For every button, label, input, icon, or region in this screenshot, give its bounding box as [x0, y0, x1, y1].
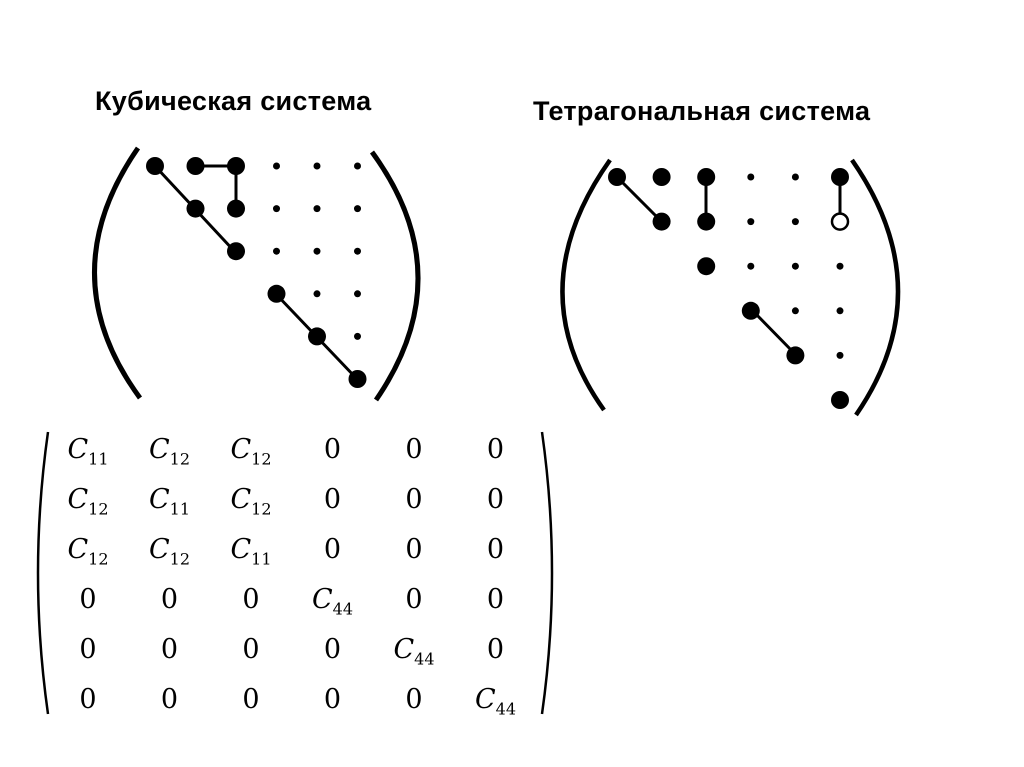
matrix-cell	[456, 486, 536, 513]
matrix-subscript: 12	[88, 499, 109, 519]
matrix-cell	[293, 586, 373, 617]
matrix-subscript: 11	[88, 449, 109, 469]
matrix-symbol: C	[393, 634, 415, 665]
matrix-symbol: C	[230, 484, 252, 515]
matrix-cell	[211, 586, 291, 613]
matrix-symbol: 0	[79, 634, 97, 665]
cubic-dot-small	[273, 248, 280, 255]
matrix-symbol: 0	[323, 484, 342, 515]
matrix-cell	[456, 636, 536, 663]
matrix-symbol: C	[67, 534, 89, 565]
cubic-system-title: Кубическая система	[95, 86, 372, 116]
matrix-symbol: 0	[486, 434, 505, 465]
matrix-cell	[48, 686, 128, 713]
tetragonal-dot-big	[742, 302, 760, 320]
matrix-symbol: C	[148, 484, 170, 515]
cubic-dot-small	[354, 333, 361, 340]
matrix-cell	[211, 686, 291, 713]
cubic-dot-big	[146, 157, 164, 175]
matrix-cell	[456, 686, 536, 717]
matrix-subscript: 44	[332, 599, 354, 619]
matrix-symbol: 0	[405, 484, 423, 515]
matrix-symbol: 0	[160, 634, 179, 665]
cubic-dot-big	[227, 200, 245, 218]
cubic-dot-big	[349, 370, 367, 388]
matrix-subscript: 44	[414, 649, 435, 669]
matrix-subscript: 12	[251, 449, 272, 469]
tetragonal-dot-big	[831, 391, 849, 409]
matrix-cell	[374, 636, 454, 667]
matrix-subscript: 44	[495, 699, 517, 719]
matrix-cell	[211, 436, 291, 467]
matrix-cell	[374, 486, 454, 513]
matrix-symbol: 0	[323, 634, 342, 665]
cubic-dot-small	[354, 163, 361, 170]
cubic-dot-small	[314, 248, 321, 255]
matrix-symbol: C	[474, 684, 496, 715]
matrix-subscript: 12	[169, 449, 191, 469]
matrix-cell	[48, 636, 128, 663]
tetragonal-dot-big	[697, 257, 715, 275]
tetragonal-dot-big	[653, 213, 671, 231]
matrix-cell	[374, 536, 454, 563]
cubic-dot-small	[354, 290, 361, 297]
matrix-cell	[293, 686, 373, 713]
matrix-cell	[130, 636, 210, 663]
tetragonal-connection-lines	[617, 177, 840, 356]
tetragonal-dot-small	[792, 307, 799, 314]
cubic-dot-small	[314, 205, 321, 212]
tetragonal-dot-big	[831, 168, 849, 186]
tetragonal-dot-small	[837, 307, 844, 314]
tetragonal-dot-small	[747, 174, 754, 181]
tetragonal-system-title: Тетрагональная система	[533, 96, 871, 126]
matrix-subscript: 11	[251, 549, 272, 569]
matrix-cell	[293, 486, 373, 513]
matrix-cell	[456, 536, 536, 563]
cubic-connection-lines	[155, 166, 357, 379]
tetragonal-dot-small	[792, 218, 799, 225]
matrix-symbol: C	[67, 434, 89, 465]
tetragonal-dot-big	[697, 168, 715, 186]
matrix-left-paren	[38, 432, 48, 714]
matrix-cell	[130, 536, 210, 567]
tetragonal-dot-small	[792, 263, 799, 270]
matrix-symbol: C	[67, 484, 89, 515]
tetragonal-dot-big	[608, 168, 626, 186]
matrix-cell	[293, 636, 373, 663]
cubic-dot-big	[268, 285, 286, 303]
matrix-symbol: C	[148, 534, 170, 565]
matrix-cell	[130, 686, 210, 713]
cubic-dot-small	[354, 248, 361, 255]
matrix-cell	[211, 636, 291, 663]
matrix-cell	[48, 486, 128, 517]
tetragonal-dot-small	[792, 174, 799, 181]
stiffness-matrix	[34, 428, 564, 718]
matrix-subscript: 12	[88, 549, 109, 569]
matrix-symbol: 0	[323, 534, 342, 565]
matrix-symbol: 0	[323, 684, 342, 715]
matrix-symbol: 0	[160, 584, 179, 615]
matrix-cell	[211, 486, 291, 517]
matrix-symbol: C	[230, 434, 252, 465]
cubic-dot-big	[227, 157, 245, 175]
matrix-cell	[374, 436, 454, 463]
cubic-left-bracket	[94, 148, 140, 398]
matrix-symbol: 0	[405, 584, 423, 615]
cubic-dot-big	[187, 200, 205, 218]
tetragonal-left-bracket	[562, 160, 610, 410]
matrix-cell	[374, 586, 454, 613]
matrix-cell	[374, 686, 454, 713]
matrix-symbol: 0	[242, 584, 260, 615]
matrix-symbol: 0	[486, 484, 505, 515]
tetragonal-dot-small	[837, 263, 844, 270]
matrix-cell	[293, 536, 373, 563]
matrix-symbol: C	[311, 584, 333, 615]
cubic-dot-small	[273, 163, 280, 170]
cubic-dot-small	[314, 290, 321, 297]
matrix-cell	[48, 536, 128, 567]
matrix-subscript: 12	[169, 549, 191, 569]
tetragonal-dot-big	[653, 168, 671, 186]
tetragonal-dot-small	[747, 218, 754, 225]
matrix-cell	[130, 436, 210, 467]
matrix-cell	[211, 536, 291, 567]
matrix-brackets	[34, 428, 564, 718]
matrix-symbol: 0	[79, 584, 97, 615]
cubic-dot-small	[273, 205, 280, 212]
matrix-symbol: 0	[160, 684, 179, 715]
matrix-cell	[130, 586, 210, 613]
matrix-cell	[48, 436, 128, 467]
matrix-symbol: 0	[242, 634, 260, 665]
cubic-right-bracket	[372, 152, 418, 400]
matrix-symbol: 0	[79, 684, 97, 715]
matrix-symbol: 0	[486, 534, 505, 565]
tetragonal-dot-small	[747, 263, 754, 270]
matrix-symbol: 0	[323, 434, 342, 465]
matrix-cell	[130, 486, 210, 517]
tetragonal-dot-open	[832, 214, 848, 230]
matrix-symbol: 0	[242, 684, 260, 715]
tetragonal-dot-big	[786, 346, 804, 364]
matrix-symbol: 0	[405, 434, 423, 465]
tetragonal-dot-big	[697, 213, 715, 231]
cubic-dot-big	[227, 242, 245, 260]
matrix-subscript: 12	[251, 499, 272, 519]
cubic-dot-big	[308, 327, 326, 345]
tetragonal-right-bracket	[852, 160, 898, 415]
matrix-symbol: 0	[405, 684, 423, 715]
cubic-dot-small	[314, 163, 321, 170]
matrix-subscript: 11	[169, 499, 191, 519]
matrix-symbol: 0	[405, 534, 423, 565]
matrix-symbol: 0	[486, 634, 505, 665]
matrix-symbol: C	[148, 434, 170, 465]
matrix-right-paren	[542, 432, 552, 714]
matrix-cell	[48, 586, 128, 613]
matrix-cell	[456, 436, 536, 463]
cubic-dot-big	[187, 157, 205, 175]
matrix-symbol: C	[230, 534, 252, 565]
matrix-cell	[293, 436, 373, 463]
cubic-dot-small	[354, 205, 361, 212]
matrix-cell	[456, 586, 536, 613]
matrix-symbol: 0	[486, 584, 505, 615]
tetragonal-dot-small	[837, 352, 844, 359]
